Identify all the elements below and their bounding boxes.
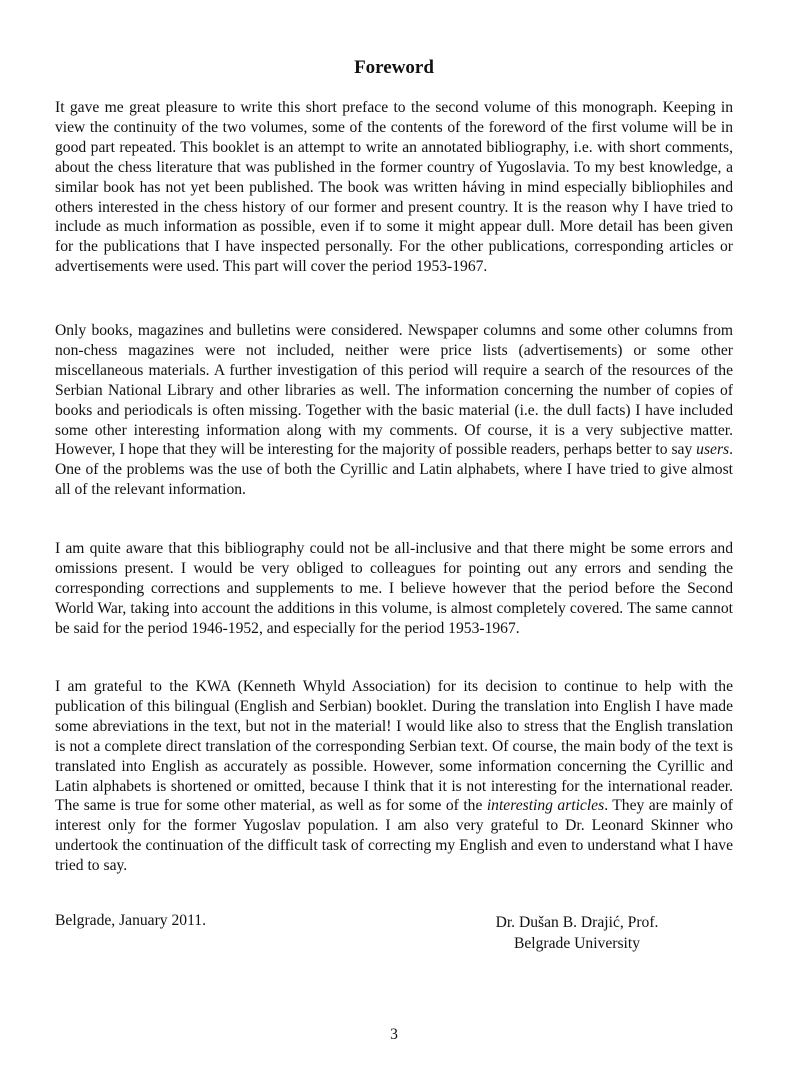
paragraph-2 [55,321,733,500]
paragraph-2-italic: users [696,441,730,459]
paragraph-4-text-a: I am grateful to the KWA (Kenneth Whyld Association) for its decision to continue to help with the publication of this bilingual (English and Serbian) booklet. During the translation into English I have made some abreviations in the text, but not in the material! I would like also to stress that the English translation is not a complete direct translation of the corresponding Serbian text. Of course, the main body of the text is translated into English as accurately as possible. However, some information concerning the Cyrillic and Latin alphabets is shortened or omitted, because I think that it is not interesting for the international reader. The same is true for some other material, as well as for some of the [55,678,733,815]
author-affiliation: Belgrade University [513,935,640,952]
signature-block [482,912,672,954]
place-date: Belgrade, January 2011. [55,912,206,929]
paragraph-2-text-a: Only books, magazines and bulletins were considered. Newspaper columns and some other columns from non-chess magazines were not included, neither were price lists (advertisements) or some other miscellaneous materials. A further investigation of this period will require a search of the resources of the Serbian National Library and other libraries as well. The information concerning the number of copies of books and periodicals is often missing. Together with the basic material (i.e. the dull facts) I have included some other interesting information along with my comments. Of course, it is a very subjective matter. However, I hope that they will be interesting for the majority of possible readers, perhaps better to say [55,322,733,459]
paragraph-4-italic: interesting articles [486,797,605,815]
page-number: 3 [390,1026,398,1043]
paragraph-4-text-b: . They are mainly of interest only for the former Yugoslav population. I am also very grateful to Dr. Leonard Skinner who undertook the continuation of the difficult task of correcting my English and even to understand what I have tried to say. [55,797,733,875]
page-title: Foreword [354,57,434,78]
paragraph-4 [55,677,733,876]
paragraph-1: It gave me great pleasure to write this short preface to the second volume of this monograph. Keeping in view the continuity of the two volumes, some of the contents of the foreword of the first volume will be in good part repeated. This booklet is an attempt to write an annotated bibliography, i.e. with short comments, about the chess literature that was published in the former country of Yugoslavia. To my best knowledge, a similar book has not yet been published. The book was written háving in mind especially bibliophiles and others interested in the chess history of our former and present country. It is the reason why I have tried to include as much information as possible, even if to some it might appear dull. More detail has been given for the publications that I have inspected personally. For the other publications, corresponding articles or advertisements were used. This part will cover the period 1953-1967. [55,99,733,276]
paragraph-2-text-b: . One of the problems was the use of both the Cyrillic and Latin alphabets, where I have tried to give almost all of the relevant information. [55,441,733,499]
paragraph-3: I am quite aware that this bibliography could not be all-inclusive and that there might be some errors and omissions present. I would be very obliged to colleagues for pointing out any errors and sending the corresponding corrections and supplements to me. I believe however that the period before the Second World War, taking into account the additions in this volume, is almost completely covered. The same cannot be said for the period 1946-1952, and especially for the period 1953-1967. [55,540,733,637]
author-name: Dr. Dušan B. Drajić, Prof. [495,914,659,931]
